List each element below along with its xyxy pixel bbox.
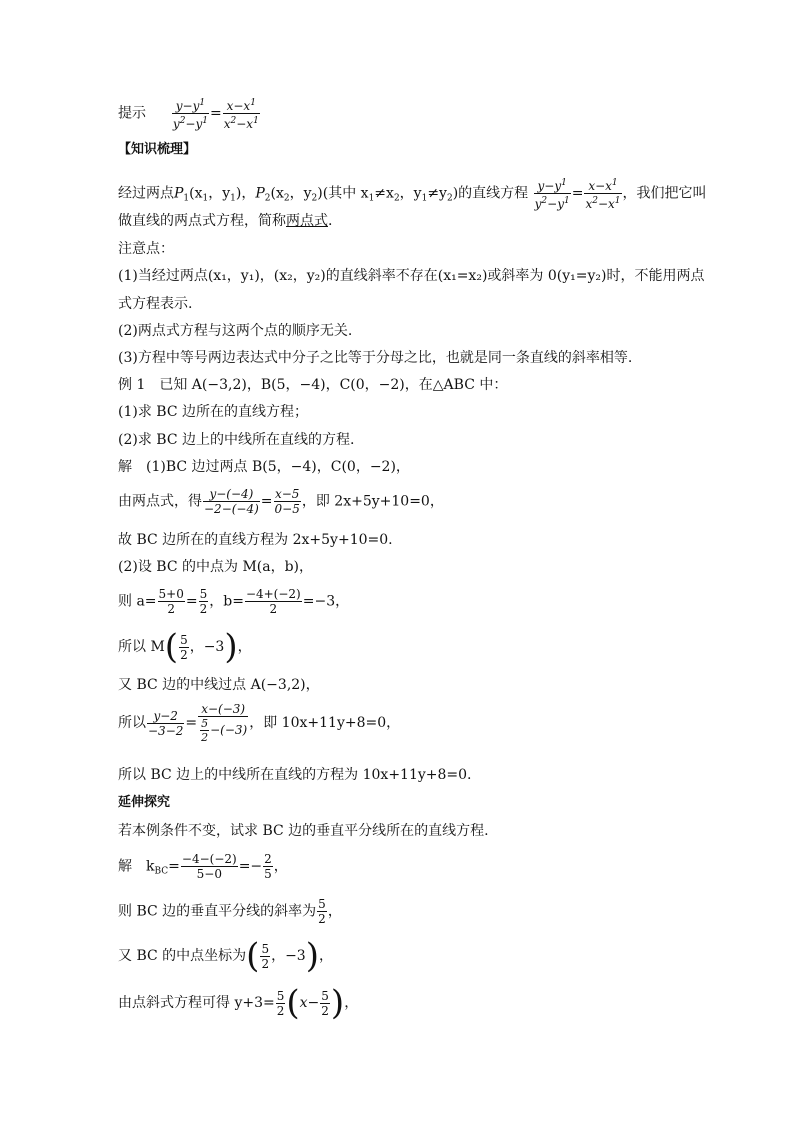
extension-step-2: 则 BC 边的垂直平分线的斜率为 $\frac{5}{2}$ ，: [118, 897, 342, 926]
hint-fraction-left: $\frac{y-y^1}{y^2-y^1}$: [172, 98, 208, 131]
two-point-definition-cont: 做直线的两点式方程，简称两点式.: [118, 213, 333, 229]
solution-step-5: 则 a= $\frac{5+0}{2}$ = $\frac{5}{2}$ ，b= $\frac{-4+(-2)}{2}$ =−3，: [118, 587, 350, 616]
example-question-2: (2)求 BC 边上的中线所在直线的方程.: [118, 432, 355, 448]
solution-step-4: (2)设 BC 的中点为 M(a，b)，: [118, 559, 314, 575]
example-title: 例 1 已知 A(−3,2)，B(5，−4)，C(0，−2)，在△ABC 中：: [118, 377, 508, 393]
solution-step-9: 所以 BC 边上的中线所在直线的方程为 10x+11y+8=0.: [118, 767, 472, 783]
notes-label: 注意点：: [118, 241, 174, 257]
two-point-formula-right: $\frac{x-x^1}{x^2-x^1}$: [585, 178, 621, 211]
solution-step-2: 由两点式，得 $\frac{y-(-4)}{-2-(-4)}$ = $\frac{x-5}{0-5}$ ，即 2x+5y+10=0，: [118, 487, 444, 516]
note-3: (3)方程中等号两边表达式中分子之比等于分母之比，也就是同一条直线的斜率相等.: [118, 350, 633, 366]
solution-step-7: 又 BC 边的中线过点 A(−3,2)，: [118, 677, 320, 693]
extension-step-4: 由点斜式方程可得 y+3= $\frac{5}{2}$ (x− $\frac{5}{2}$ )，: [118, 983, 359, 1023]
extension-step-3: 又 BC 的中点坐标为( $\frac{5}{2}$ ，−3)，: [118, 936, 333, 976]
two-point-definition: 经过两点$P_1(x_1$，$y_1$)，$P_2(x_2$，$y_2$)(其中 $x_1\ne x_2$，$y_1\ne y_2$)的直线方程 $\frac{y-y^1}{y^2-y^1}$ = $\frac{x-x^1}{x^2-x^1}$ ，我们把它叫: [118, 178, 707, 211]
knowledge-heading: 【知识梳理】: [118, 142, 197, 157]
solution-step-8: 所以 $\frac{y-2}{-3-2}$ = x−(−3) $\frac{5}{2}$ −(−3) ，即 10x+11y+8=0，: [118, 702, 401, 744]
solution-step-3: 故 BC 边所在的直线方程为 2x+5y+10=0.: [118, 532, 393, 548]
solution-step-1: 解 (1)BC 边过两点 B(5，−4)，C(0，−2)，: [118, 459, 410, 475]
example-question-1: (1)求 BC 边所在的直线方程；: [118, 404, 308, 420]
note-1: (1)当经过两点(x₁，y₁)，(x₂，y₂)的直线斜率不存在(x₁=x₂)或斜率为 0(y₁=y₂)时，不能用两点: [118, 268, 705, 284]
extension-heading: 延伸探究: [118, 795, 171, 810]
extension-step-1: 解 $k_{BC}=$ $\frac{-4-(-2)}{5-0}$ =− $\frac{2}{5}$ ，: [118, 852, 288, 881]
note-1-cont: 式方程表示.: [118, 296, 193, 312]
extension-question: 若本例条件不变，试求 BC 边的垂直平分线所在的直线方程.: [118, 823, 489, 839]
two-point-formula-left: $\frac{y-y^1}{y^2-y^1}$: [534, 178, 570, 211]
hint-line: 提示 $\frac{y-y^1}{y^2-y^1}$ = $\frac{x-x^1}{x^2-x^1}$: [118, 98, 259, 131]
hint-label: 提示: [118, 105, 146, 122]
hint-fraction-right: $\frac{x-x^1}{x^2-x^1}$: [223, 98, 259, 131]
solution-step-6: 所以 M( $\frac{5}{2}$ ，−3)，: [118, 627, 252, 667]
note-2: (2)两点式方程与这两个点的顺序无关.: [118, 323, 353, 339]
